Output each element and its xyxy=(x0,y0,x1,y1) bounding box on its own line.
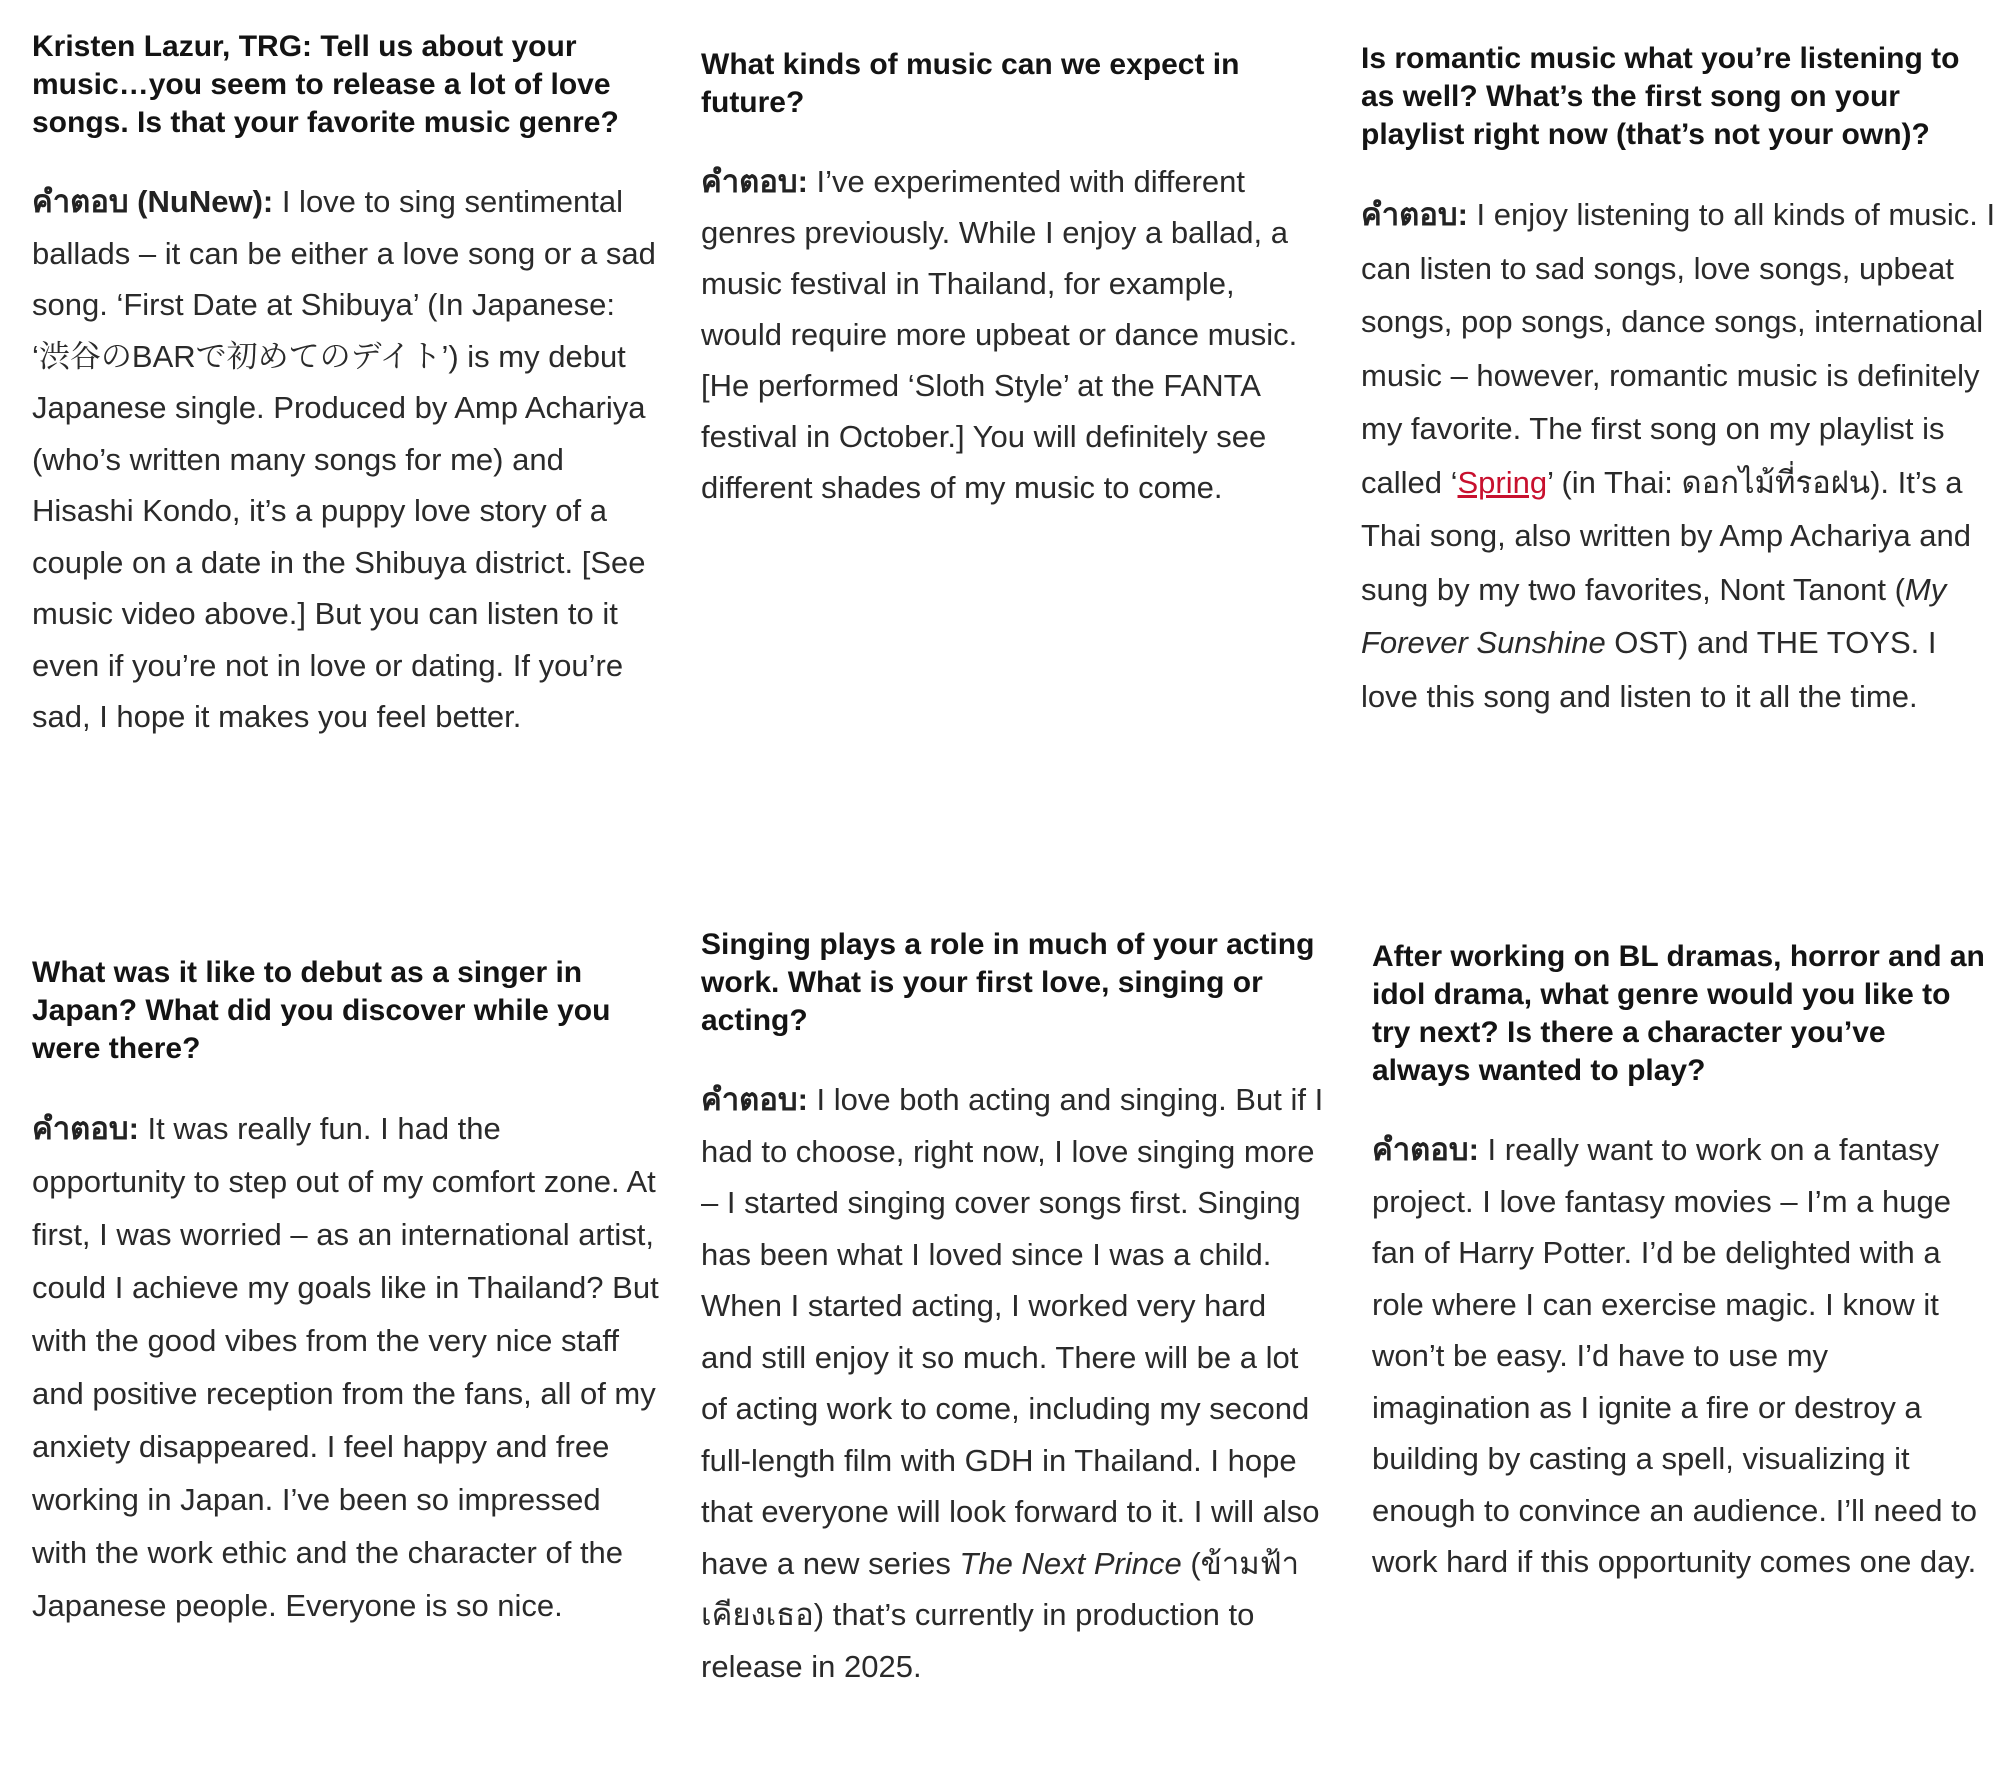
question-heading: After working on BL dramas, horror and an idol drama, what genre would you like to try next? Is there a character you’ve always wanted to play? xyxy=(1372,940,1985,1087)
answer-label: คำตอบ (NuNew): xyxy=(32,184,274,219)
answer-text: It was really fun. I had the opportunity to step out of my comfort zone. At first, I was worried – as an international artist, could I achieve my goals like in Thailand? But with the good vibes from the very nice staff and positive reception from the fans, all of my anxiety disappeared. I feel happy and free working in Japan. I’ve been so impressed with the work ethic and the character of the Japanese people. Everyone is so nice. xyxy=(32,1111,659,1623)
answer-label: คำตอบ: xyxy=(32,1111,139,1146)
qa-block-1 xyxy=(32,28,657,743)
question-heading: What kinds of music can we expect in future? xyxy=(701,48,1240,119)
italic-title: My Forever Sunshine xyxy=(1361,571,1947,660)
spring-song-link[interactable]: Spring xyxy=(1457,464,1548,500)
question-heading: What was it like to debut as a singer in Japan? What did you discover while you were there? xyxy=(32,956,611,1065)
qa-block-4 xyxy=(32,954,662,1632)
qa-block-5 xyxy=(701,926,1326,1692)
answer-paragraph xyxy=(701,156,1321,513)
answer-paragraph xyxy=(701,1074,1326,1692)
answer-text: I really want to work on a fantasy project. I love fantasy movies – I’m a huge fan of Harry Potter. I’d be delighted with a role where I can exercise magic. I know it won’t be easy. I’d have to use my imagination as I ignite a fire or destroy a building by casting a spell, visualizing it enough to convince an audience. I’ll need to work hard if this opportunity comes one day. xyxy=(1372,1132,1977,1579)
answer-text: ’ (in Thai: ดอกไม้ที่รอฝน). It’s a Thai song, also written by Amp Achariya and sung by my two favorites, Nont Tanont ( xyxy=(1361,464,1971,607)
question-heading: Is romantic music what you’re listening to as well? What’s the first song on your playlist right now (that’s not your own)? xyxy=(1361,42,1960,151)
answer-paragraph xyxy=(32,1102,662,1632)
answer-paragraph xyxy=(1372,1124,1992,1588)
answer-label: คำตอบ: xyxy=(1372,1132,1479,1167)
question-heading: Singing plays a role in much of your acting work. What is your first love, singing or acting? xyxy=(701,928,1315,1037)
answer-text: I love both acting and singing. But if I had to choose, right now, I love singing more – I started singing cover songs first. Singing has been what I loved since I was a child. When I started acting, I worked very hard and still enjoy it so much. There will be a lot of acting work to come, including my second full-length film with GDH in Thailand. I hope that everyone will look forward to it. I will also have a new series xyxy=(701,1082,1324,1581)
qa-block-2 xyxy=(701,46,1321,513)
italic-title: The Next Prince xyxy=(959,1545,1182,1581)
answer-paragraph xyxy=(32,176,657,743)
question-heading: Kristen Lazur, TRG: Tell us about your music…you seem to release a lot of love songs. Is that your favorite music genre? xyxy=(32,30,619,139)
answer-label: คำตอบ: xyxy=(1361,197,1468,232)
qa-block-6 xyxy=(1372,938,1992,1588)
answer-paragraph xyxy=(1361,188,1997,723)
answer-text: (ข้ามฟ้าเคียงเธอ) that’s currently in production to release in 2025. xyxy=(701,1545,1300,1684)
answer-text: I’ve experimented with different genres previously. While I enjoy a ballad, a music festival in Thailand, for example, would require more upbeat or dance music. [He performed ‘Sloth Style’ at the FANTA festival in October.] You will definitely see different shades of my music to come. xyxy=(701,164,1298,505)
answer-label: คำตอบ: xyxy=(701,164,808,199)
answer-text: I love to sing sentimental ballads – it can be either a love song or a sad song. ‘First Date at Shibuya’ (In Japanese: ‘渋谷のBARで初めてのデイト’) is my debut Japanese single. Produced by Amp Achariya (who’s written many songs for me) and Hisashi Kondo, it’s a puppy love story of a couple on a date in the Shibuya district. [See music video above.] But you can listen to it even if you’re not in love or dating. If you’re sad, I hope it makes you feel better. xyxy=(32,184,656,734)
answer-text: I enjoy listening to all kinds of music. I can listen to sad songs, love songs, upbeat songs, pop songs, dance songs, international music – however, romantic music is definitely my favorite. The first song on my playlist is called ‘ xyxy=(1361,197,1996,500)
qa-block-3 xyxy=(1361,40,1997,723)
answer-text: OST) and THE TOYS. I love this song and listen to it all the time. xyxy=(1361,625,1937,714)
answer-label: คำตอบ: xyxy=(701,1082,808,1117)
